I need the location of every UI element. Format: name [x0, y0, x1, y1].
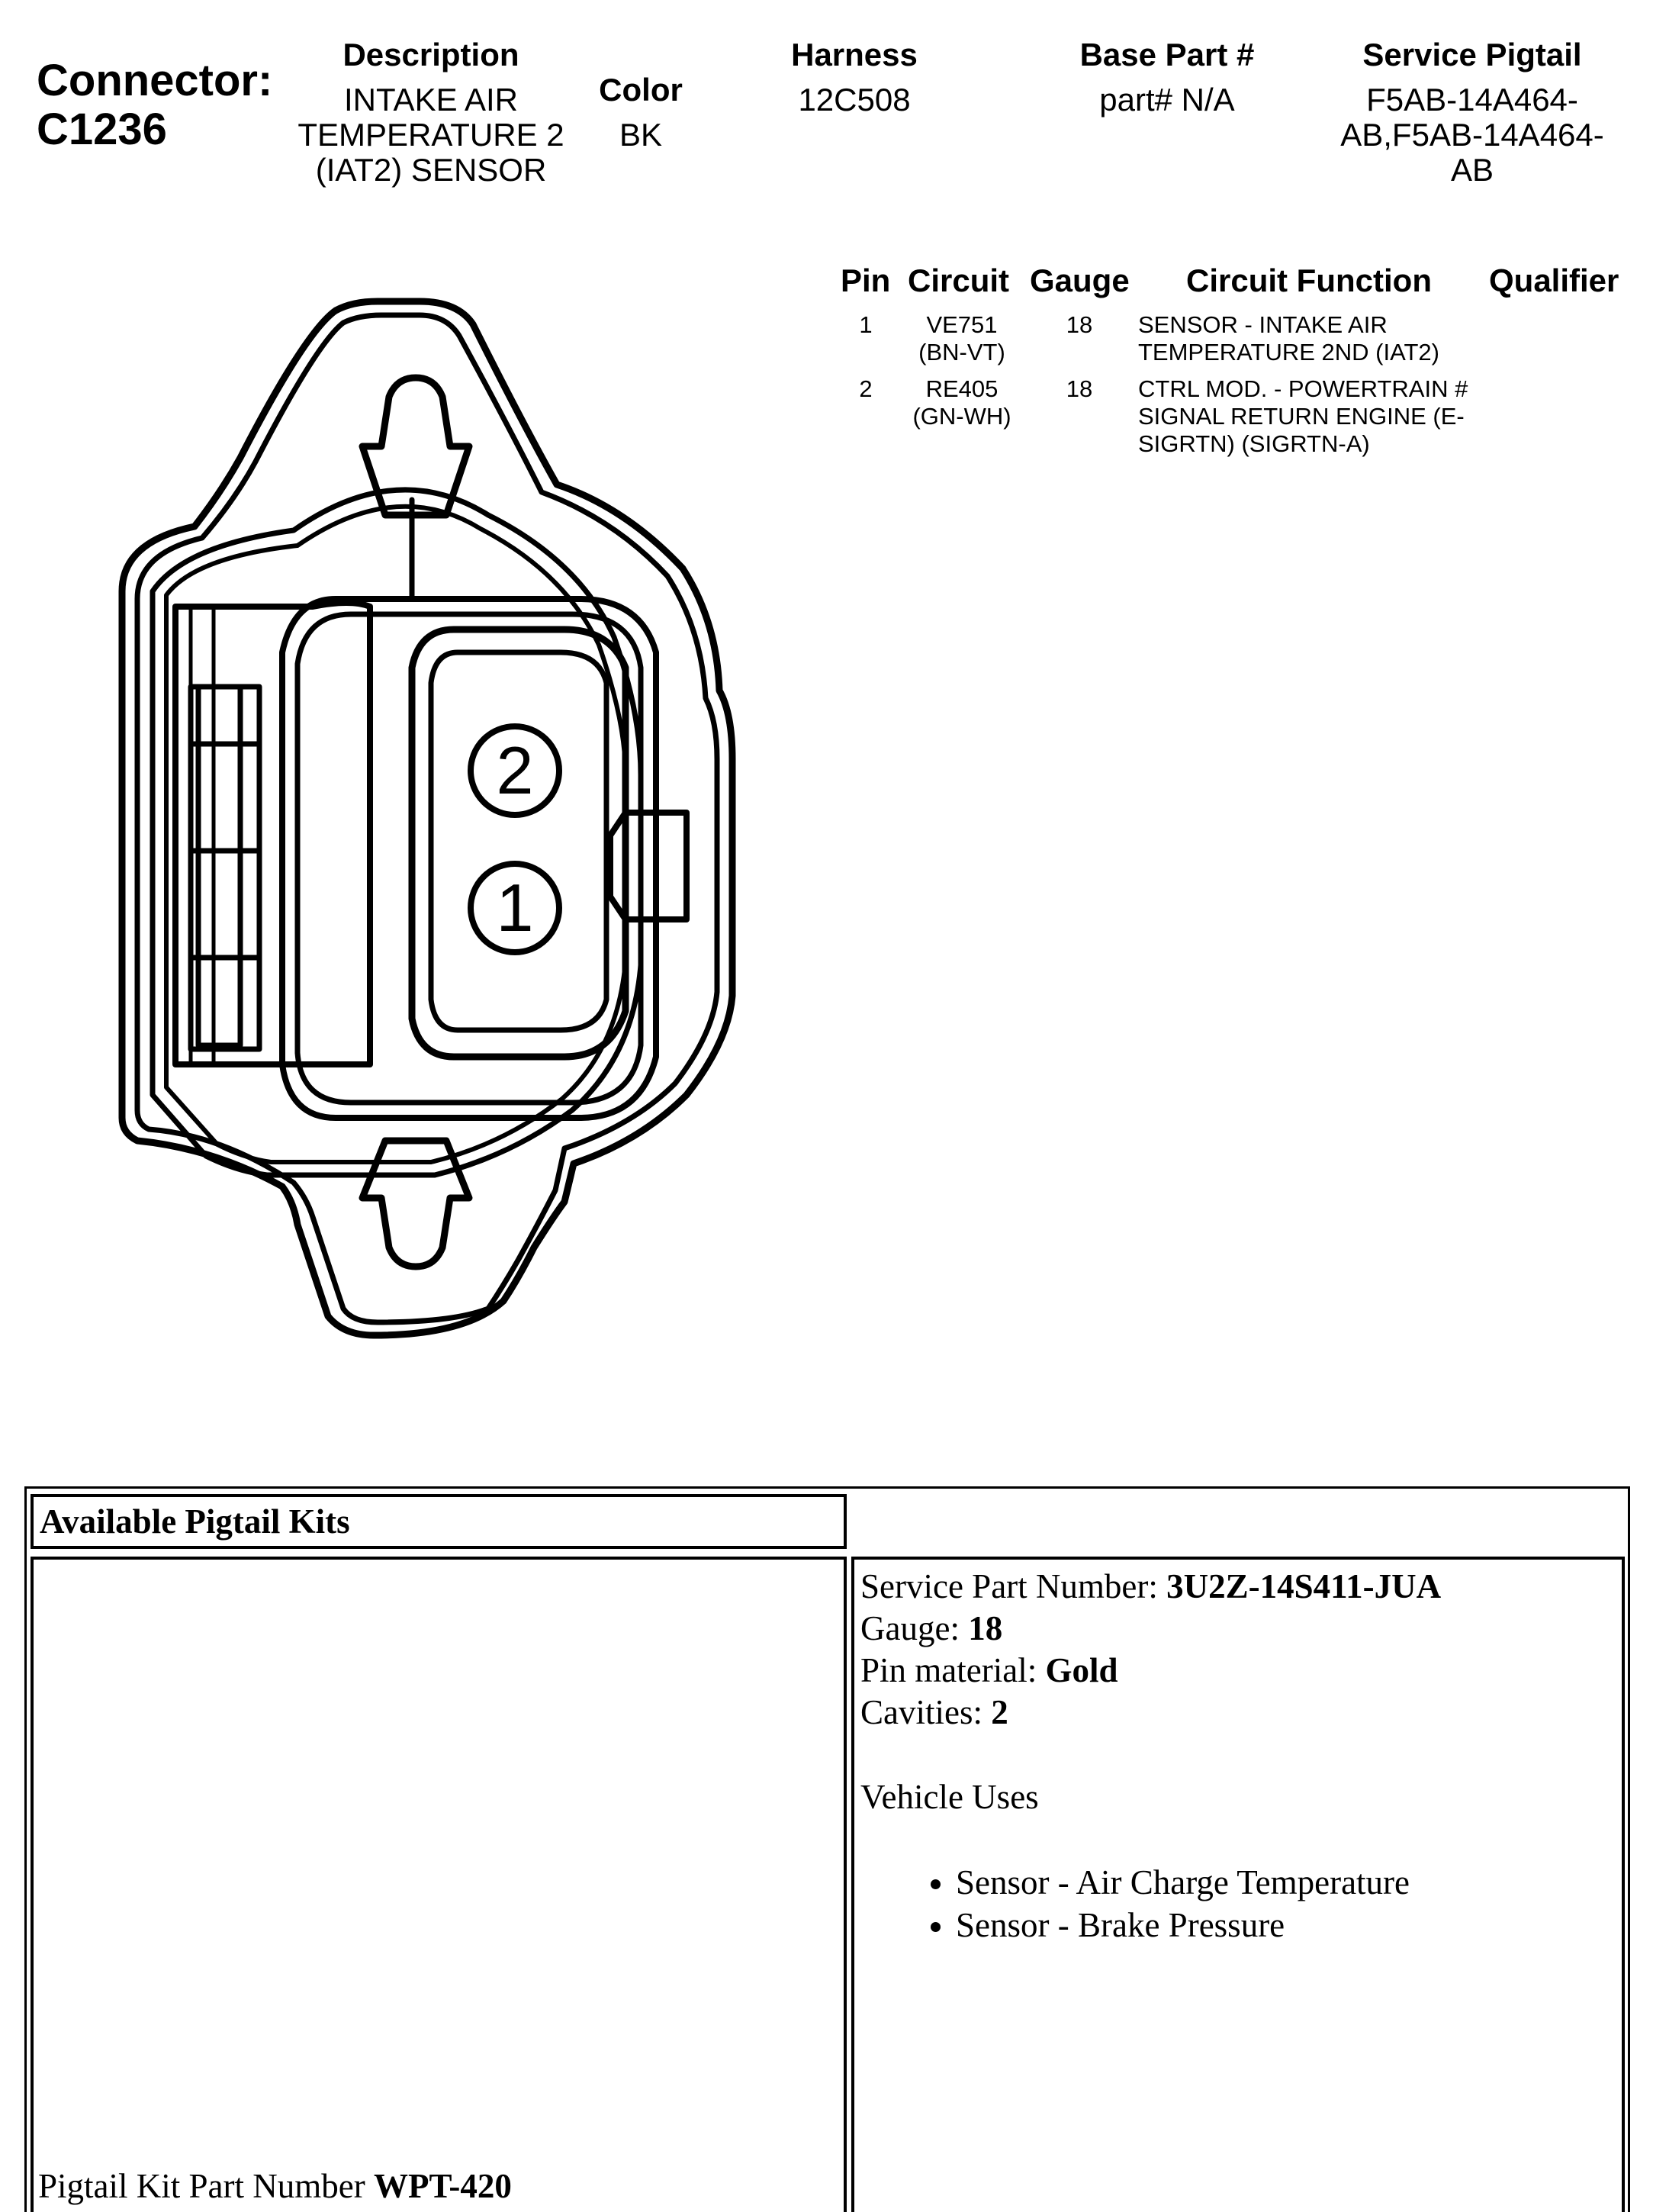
pin-gauge: 18 — [1066, 375, 1093, 402]
connector-label: Connector: — [37, 56, 273, 105]
shell-outline — [153, 490, 641, 1175]
description-line: INTAKE AIR — [344, 82, 518, 118]
pin-circuit — [899, 311, 1025, 366]
gauge-value: 18 — [968, 1609, 1003, 1647]
kit-part-value: WPT-420 — [373, 2167, 512, 2205]
service-pigtail-line: F5AB-14A464- — [1366, 82, 1578, 118]
function-line: TEMPERATURE 2ND (IAT2) — [1138, 339, 1439, 365]
pin-frame-inner — [431, 652, 606, 1030]
connector-face-diagram — [107, 286, 748, 1446]
housing-inner-outline — [137, 315, 717, 1322]
circuit-line: (GN-WH) — [912, 403, 1011, 430]
pin-label-2: 2 — [496, 733, 534, 808]
pin-number: 2 — [859, 375, 873, 402]
pin-material-line — [860, 1650, 1441, 1692]
pin-column-header: Pin — [841, 262, 891, 298]
circuit-line: RE405 — [925, 375, 999, 402]
vehicle-uses-list — [860, 1861, 1441, 1946]
service-pigtail-header: Service Pigtail — [1362, 37, 1582, 72]
cavities-value: 2 — [991, 1693, 1008, 1731]
description-line: TEMPERATURE 2 — [297, 117, 564, 153]
service-part-value: 3U2Z-14S411-JUA — [1166, 1567, 1442, 1605]
description-line: (IAT2) SENSOR — [315, 152, 547, 188]
pin-number: 1 — [859, 311, 873, 338]
function-line: SENSOR - INTAKE AIR — [1138, 311, 1388, 338]
harness-value: 12C508 — [798, 82, 911, 118]
pin-circuit — [899, 375, 1025, 430]
cavities-line — [860, 1692, 1441, 1734]
base-part-value: part# N/A — [1099, 82, 1235, 118]
right-latch-tab — [610, 813, 687, 919]
qualifier-column-header: Qualifier — [1489, 262, 1619, 298]
function-line: CTRL MOD. - POWERTRAIN # — [1138, 375, 1468, 402]
circuit-line: VE751 — [926, 311, 998, 338]
service-part-line — [860, 1566, 1441, 1608]
pin-frame — [412, 629, 626, 1057]
pigtail-left-cell — [31, 1557, 847, 2212]
pigtail-header: Available Pigtail Kits — [40, 1502, 350, 1541]
pigtail-header-cell — [31, 1494, 847, 1549]
color-value: BK — [619, 117, 663, 153]
kit-part-line — [38, 2165, 512, 2207]
pin-function — [1138, 311, 1497, 366]
description-value — [282, 82, 580, 188]
service-pigtail-line: AB,F5AB-14A464- — [1340, 117, 1604, 153]
gauge-label: Gauge: — [860, 1609, 969, 1647]
harness-header: Harness — [791, 37, 918, 72]
service-pigtail-line: AB — [1450, 152, 1494, 188]
gauge-column-header: Gauge — [1030, 262, 1130, 298]
cavity-body-outer — [282, 599, 656, 1118]
cavities-label: Cavities: — [860, 1693, 992, 1731]
connector-title — [37, 56, 272, 154]
function-column-header: Circuit Function — [1186, 262, 1432, 298]
color-header: Color — [599, 72, 683, 108]
latch-bar — [198, 687, 240, 1045]
description-header: Description — [342, 37, 519, 72]
service-pigtail-value — [1320, 82, 1625, 188]
pigtail-right-cell — [851, 1557, 1625, 2212]
connector-id: C1236 — [37, 105, 167, 154]
function-line: SIGRTN) (SIGRTN-A) — [1138, 430, 1370, 457]
pin-gauge: 18 — [1066, 311, 1093, 338]
pin-function — [1138, 375, 1504, 458]
pigtail-header-empty-cell — [847, 1494, 1625, 1549]
circuit-column-header: Circuit — [908, 262, 1010, 298]
circuit-line: (BN-VT) — [918, 339, 1005, 365]
pin-material-value: Gold — [1045, 1651, 1118, 1689]
service-part-label: Service Part Number: — [860, 1567, 1167, 1605]
pin-label-1: 1 — [496, 870, 534, 945]
pin-material-label: Pin material: — [860, 1651, 1046, 1689]
list-item: • Sensor - Brake Pressure — [956, 1904, 1441, 1946]
kit-part-label: Pigtail Kit Part Number — [38, 2167, 374, 2205]
function-line: SIGNAL RETURN ENGINE (E- — [1138, 403, 1465, 430]
vehicle-uses-label: Vehicle Uses — [860, 1778, 1039, 1816]
kit-details — [860, 1566, 1441, 1946]
base-part-header: Base Part # — [1079, 37, 1255, 72]
bottom-latch-tab — [362, 1141, 469, 1267]
gauge-line — [860, 1608, 1441, 1650]
top-latch-tab — [362, 378, 469, 515]
list-item: • Sensor - Air Charge Temperature — [956, 1861, 1441, 1904]
left-latch-frame — [175, 603, 370, 1064]
